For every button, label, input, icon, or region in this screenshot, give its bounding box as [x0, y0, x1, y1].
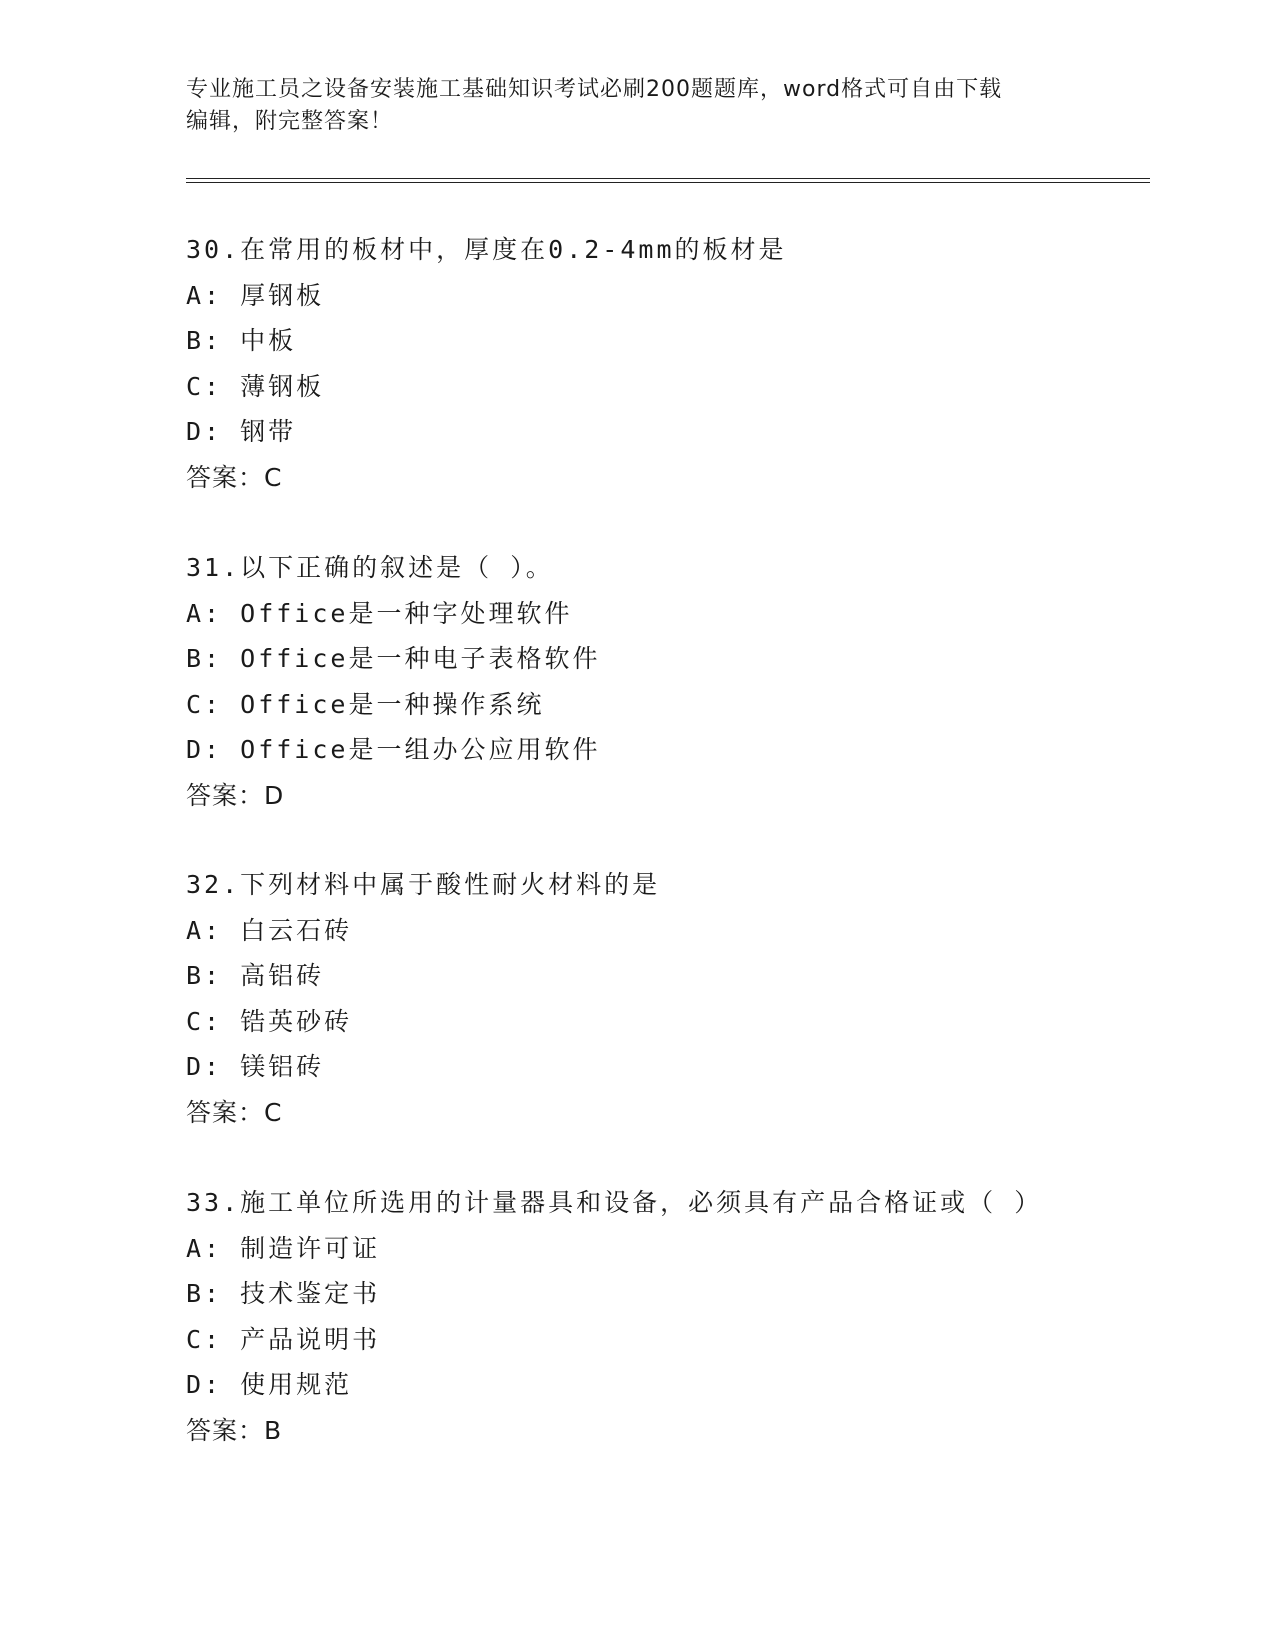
header-line-2: 编辑，附完整答案！ [186, 109, 394, 134]
option-b: B: 中板 [186, 326, 297, 355]
option-a: A: 制造许可证 [186, 1233, 381, 1263]
answer-label: 答案：C [186, 1097, 283, 1127]
option-a: A: Office是一种字处理软件 [186, 598, 573, 628]
option-d: D: 钢带 [186, 417, 297, 446]
option-b: B: 技术鉴定书 [186, 1279, 381, 1308]
option-b: B: Office是一种电子表格软件 [186, 644, 601, 673]
question-32 [186, 862, 1146, 1135]
answer-label: 答案：D [186, 780, 285, 810]
question-30 [186, 227, 1146, 500]
option-a: A: 白云石砖 [186, 915, 353, 945]
header-divider-bottom [186, 182, 1150, 183]
question-stem: 31.以下正确的叙述是（ ）。 [186, 553, 554, 582]
question-33 [186, 1180, 1146, 1453]
option-c: C: 产品说明书 [186, 1324, 381, 1354]
answer-label: 答案：C [186, 462, 283, 492]
document-header [186, 74, 1086, 138]
option-d: D: 镁铝砖 [186, 1052, 325, 1081]
question-stem: 32.下列材料中属于酸性耐火材料的是 [186, 870, 661, 899]
header-line-1: 专业施工员之设备安装施工基础知识考试必刷200题题库，word格式可自由下载 [186, 77, 1003, 102]
question-stem: 33.施工单位所选用的计量器具和设备，必须具有产品合格证或（ ） [186, 1188, 1043, 1217]
option-c: C: 锆英砂砖 [186, 1006, 353, 1036]
header-divider-top [186, 178, 1150, 179]
option-b: B: 高铝砖 [186, 961, 325, 990]
question-31 [186, 545, 1146, 818]
option-c: C: Office是一种操作系统 [186, 689, 545, 719]
option-d: D: 使用规范 [186, 1370, 353, 1399]
question-stem: 30.在常用的板材中，厚度在0.2-4mm的板材是 [186, 235, 787, 264]
option-a: A: 厚钢板 [186, 280, 325, 310]
option-d: D: Office是一组办公应用软件 [186, 735, 601, 764]
answer-label: 答案：B [186, 1415, 283, 1445]
option-c: C: 薄钢板 [186, 371, 325, 401]
